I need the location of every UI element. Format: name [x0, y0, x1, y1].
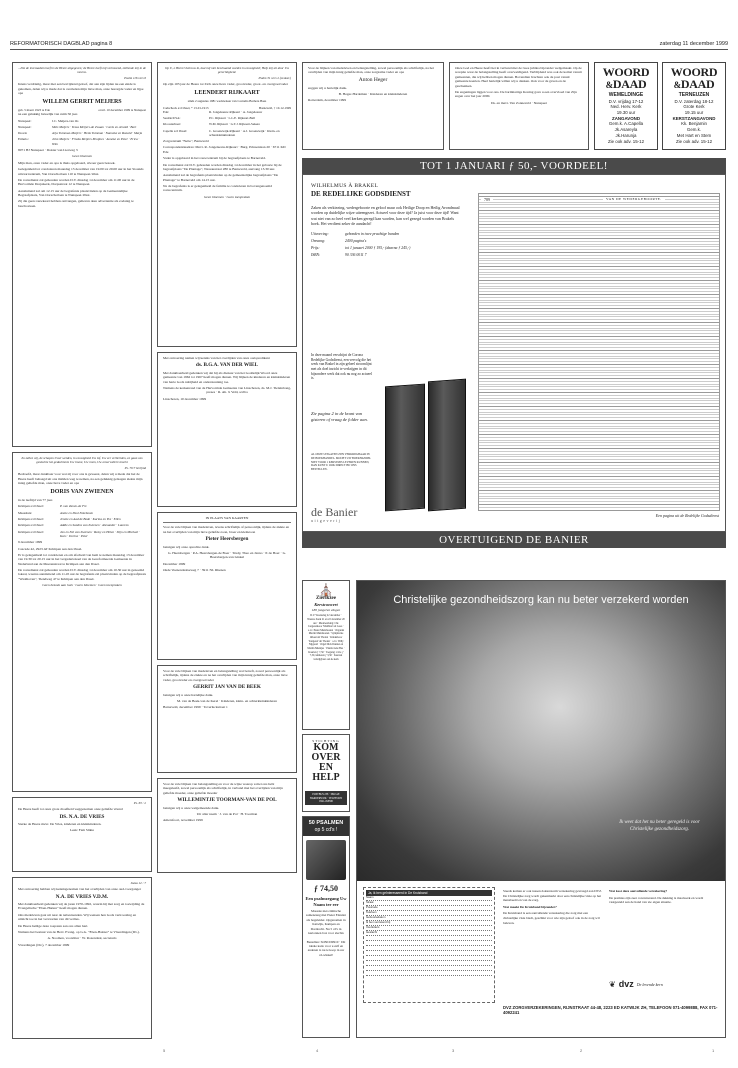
- woord-daad-ad-wemeldinge: [594, 62, 658, 150]
- family-row: Ede: R. Jongeleeuw-Rijkaart · A. Jongeleeuw: [163, 109, 263, 114]
- de-banier-logo: de Banier uitgeverij: [311, 505, 358, 523]
- cd-description: Massale niet-ritmische samenzang met Pieter Elander als begeleider. Opgenomen in Katwijk, Kampen en Dordrecht. Nu 5 cd's in kartonnen box voor slechts: [306, 908, 347, 936]
- obituary-meijers: [12, 62, 152, 447]
- quote-ref: Ps. 63 : 2: [133, 801, 146, 805]
- obituary-van-zwienen: [12, 452, 152, 792]
- spec-row: Uitvoering: gebonden in twee prachtige banden: [311, 231, 400, 236]
- coupon-postcode-field[interactable]: Postcode: [366, 906, 492, 911]
- deceased-name: ds. B.G.A. VAN DER WIEL: [196, 362, 258, 369]
- intro-text: Op zijn 103 jaar de Heere tot Zich onze lieve vader, grootvader, groot- en overgrootvader: [163, 82, 289, 87]
- event-detail: Jk.Asareyla: [614, 127, 638, 133]
- body-text: De Kruisband is een aanvullende verzekering die zorg met een christelijke visie biedt, geschikt voor wie zijn geloof ook in de zorg wil beleven.: [503, 911, 600, 925]
- subhead: Wat maakt De Kruisband bijzonder?: [503, 904, 557, 909]
- body-text: Met dankbaarheid gedenken wij de jaren 1970-1992, waarin hij met zorg en toewijding de Evangelische "Eben-Haëzer" heeft mogen dienen.: [18, 902, 145, 911]
- availability-note: AL ONZE UITGAVEN ZIJN VERKRIJGBAAR IN DE BOEKHANDEL. MOCHT UW BOEKHANDEL NIET VOOR 1 KERSTMIS LEVEREN KUNNEN, DAN KUNT U OOK DIRECT BIJ ONS BESTELLEN.: [311, 453, 371, 472]
- signature: A. Noomen, voorzitter · W. Rozendaal, secretaris: [47, 936, 117, 941]
- family-row: Nunspeet: Mels Meijers · Tessa Meijers-de Zwaan · Carla en Arnold · Bart: [18, 124, 137, 129]
- contact-bar: POSTBUS 238 · 3840 AE HARDERWIJK · TELEFOON 0341-458380: [305, 791, 347, 805]
- book-author: WILHELMUS À BRAKEL: [311, 183, 379, 189]
- cd-title: Een psalmzegang Uw Naam ter eer: [305, 896, 347, 907]
- book-page-sample: [478, 193, 720, 511]
- body-text: Aansluitend zal de begrafenis plaatsvinden op de gemeentelijke begraafplaats "De Plantage" te Barneveld om 14.15 uur.: [163, 173, 279, 182]
- dvz-leaf-icon: ❦: [609, 979, 616, 989]
- date: Barneveld, december 1999 · Toverluckstraat 1: [163, 705, 228, 710]
- event-location: TERNEUZEN: [678, 92, 710, 98]
- en-help-title: EN HELP: [312, 762, 340, 784]
- dvz-address: DVZ ZORGVERZEKERINGEN, RIJNSTRAAT 44-48, 2223 ED KATWIJK ZH, TELEFOON 071-4099888, FAX 071-4092241: [503, 1005, 718, 1016]
- body-text: Ons medeleven gaat uit naar de nabestaanden. Wij wensen hen Gods vertroosting en uitzicht toe in het vervaarlen van dit verlies.: [18, 912, 137, 922]
- sample-caption: Een pagina uit de Redelijke Godsdienst: [655, 513, 719, 518]
- event-detail: Gem.k. A.Capella: [608, 121, 644, 127]
- body-text: Na de begrafenis is er gelegenheid de familie te condoleren in bovengenoemd rouwcentrum.: [163, 184, 272, 193]
- concert-details: D.V. Woensdag 22 december · Nieuwe Kerk 21 en 22 december 20 uur · Medewerking: Chr. Jongerenkoor 'Matthias' uit Goes · o.l.v. Pieter Mietshoeien · Organist Martin Mietshoeien · Symphonie Orkest uit Tholen · Kinderkoor 'Zangerei' uit Tholen · o.l.v. Willy Nijgaard · Orgel Dick Dunnet en Martin Mientjes · Pianist Arie Bas · Kaarten ƒ 7,50 · Toegang: volw. ƒ 7,50, kinderen ƒ 3,50 · Kaarten verkrijgbaar aan de kerk: [307, 614, 345, 661]
- thanks-van-zonneveld: [449, 62, 589, 150]
- family-row: Maassluis: Annie en Paul Noteboom: [18, 510, 94, 515]
- intro-text: Voor de vele blijken van belangstelling en voor de wijze waarop u met ons hebt meegeleefd, zowel persoonlijk als schriftelijk, in verband met het overlijden van mijn geliefde moeder, onze geliefde moeder: [163, 782, 283, 795]
- event-time: 19.30 uur: [616, 109, 636, 115]
- body-text: Onze God en Heere heeft het in verband met de twee jubilea bijzonder welgemaakt. Op de receptie waar de belangstelling heeft overweldigend. Verblijdend was ook de komst vanuit gemeenten, die wij hebben mogen dienen. Bovendien brachten ook de post vanuit gemeente kaarten. Heel hartelijk willen wij u danken. Ook voor de gaven en de geschenken.: [455, 66, 582, 88]
- notice-van-der-wiel: [157, 352, 297, 507]
- family-row: Krimpen a/d IJssel: P. van Zanen-de Fre: [18, 504, 87, 509]
- subhead: Wat kost deze aanvullende verzekering?: [609, 889, 668, 893]
- family-row: Ermelo: John Meijers · Frieda Meijers-Bruijnes · Anneke en Peter · Erica · Wim: [18, 137, 140, 146]
- family-row: Seattle/USA: P.C. Rijkaart · L.L.E. Rijkaart-Bell: [163, 115, 256, 120]
- family-row: Krimpen a/d IJssel: Jennie en Aad de Bode · Karina en Yve · Ellen: [18, 517, 121, 522]
- header-left: REFORMATORISCH DAGBLAD pagina 8: [10, 41, 113, 47]
- event-detail: Gem.k.: [686, 127, 702, 133]
- quote-ref: Jozua 12 : 7: [130, 881, 146, 885]
- body-text: De Heere heilige deze roepaten aan ons allen hart.: [18, 923, 89, 928]
- signature: Namens de kerkenraad van de Hervormde Gemeente van Linschoten, ds. M.J. Tieleinbong, preses · R. Ah. 'n Veld, scriba: [163, 386, 291, 395]
- intro-text: Met ontroering hebben wij kennisgenomen van het overlijden van onze oud-voorganger: [18, 887, 141, 892]
- date: Rotterdam, december 1999: [308, 98, 347, 103]
- coupon-extra-field[interactable]: [366, 971, 492, 976]
- quote: Op U, o Heere! betrouw ik, laat mij niet beschaamd worden in eeuwigheid; Help mij uit door Uw gerechtigheid.: [164, 66, 290, 75]
- kerstconcert-ad: [302, 580, 350, 730]
- woord-daad-logo: WOORD &DAAD: [670, 65, 718, 91]
- quote: Zo zullen wij, de schapen Uwer weiden, in eeuwigheid Uw lof, Uw eer verbreiden, en gaan ons geslachte het gedachtenis Uw troost, Uw roem, Uw onverwelk're kracht: [21, 456, 143, 465]
- cd-order: Bestellen: SONCD9910 · Dit ideale kado voor u zelf en anderen is nu te koop in uw cd-winkel!: [306, 939, 346, 957]
- age-text: in de leeftijd van 77 jaar.: [18, 498, 53, 503]
- signature: M. van de Beek-van de Kerel · Kinderen, klein- en achterkleinkinderen: [177, 699, 277, 703]
- event-time: 19.15 uur: [684, 109, 704, 115]
- body-text: Met dankbaarheid gedenken wij dat hij als dienaar van het Goddelijk Woord onze gemeente van 1962 tot 1967 heeft mogen dienen. Wij blijken de kinderen en kleinkinderen van harte Gods nabijheid en ondersteuning toe.: [163, 370, 291, 384]
- deceased-name: DORIS VAN ZWIENEN: [50, 488, 114, 495]
- signature: Ds. en mevr. Van Zonneveld · Nunspeet: [491, 100, 547, 105]
- page-mark: 1: [712, 1048, 715, 1053]
- intro-text: Bedroefd, maar dankbaar voor wat zij voor ons is geweest, delen wij u mede dat het de Heere heeft behaagd uit ons midden weg te nemen, na een gelukkig gelaagen ziekte mijn innig geliefde man, onze lieve vader en opa: [18, 472, 143, 486]
- date: December 1999: [163, 561, 186, 566]
- deceased-name: DS. N.A. DE VRIES: [59, 813, 105, 820]
- woord-daad-ad-terneuzen: [662, 62, 726, 150]
- event-date: D.V. zaterdag 18-12: [674, 98, 714, 104]
- deceased-name: N.A. DE VRIES V.D.M.: [55, 893, 109, 900]
- zierikzee-icon: ⛪: [318, 583, 334, 597]
- body-text: De rouwdienst zal D.V. gehouden worden dinsdag 14 december in het gebouw bij de begraafplaats "De Plantage", Nassaustraat 280 te Barneveld, aanvang 13.30 uur.: [163, 162, 282, 171]
- coupon-insurer-field[interactable]: Ik ben verzekerd bij: [366, 921, 492, 926]
- coupon-street-field[interactable]: Straat: [366, 901, 492, 906]
- signature: Leek: Fam Slikte: [69, 828, 95, 833]
- body-text: betuigen wij u onze welgemeende dank.: [163, 805, 220, 810]
- coupon-initials-field[interactable]: Voorletters: [366, 926, 492, 931]
- coupon-phone-field[interactable]: Telefoon: [366, 911, 492, 916]
- event-note: Zie ook adv. 15-12: [607, 138, 645, 144]
- address: Oude Veenendaalseweg 7 · 3911 NL Rhenen: [163, 568, 226, 573]
- thanks-van-de-beek: [157, 665, 297, 773]
- birth: Cadschock a/d IJssel, * 13-01-1913: [163, 105, 209, 110]
- folder-note: Zie pagina 2 in de krant van gisteren of vraag de folder aan.: [311, 411, 368, 422]
- event-type: KERSTZANGAVOND: [672, 115, 716, 121]
- photo-quote: Ik weet dat het nu beter geregeld is voor Christelijke gezondheidszorg.: [619, 820, 700, 832]
- marriage-text: na een gelukkig huwelijk van ruim 50 jaar.: [18, 112, 78, 117]
- spec-row: Prijs: tot 1 januari 2000 ƒ 195,- (daarna ƒ 245,-): [311, 245, 411, 250]
- kom-over-title: KOM OVER: [311, 742, 341, 764]
- body-text: De zegeningen liggen voor ons. De barmhartige Koning gave u een overvloed van Zijn zegen over het jaar 2000.: [455, 89, 577, 99]
- page-header: [10, 40, 728, 50]
- family-row: Kloosterhaar: W.M. Rijkaart · G.T.J. Rijkaart-Sekere: [163, 122, 260, 127]
- coupon-form[interactable]: [363, 887, 495, 1003]
- book-volume-2: [428, 379, 466, 512]
- cd-box-image: [306, 840, 346, 880]
- intro-text: Voor de blijken van medeleven en belangstelling, zowel persoonlijk als schriftelijk, na het overlijden van mijn innig geliefde man, onze zorgzame vader en opa: [308, 66, 434, 75]
- intro-text: Voor de vele blijken van medeleven en belangstelling wat betreft, zowel persoonlijk als schriftelijk, tijdens de ziekte en na het overlijden van mijn innig geliefde man, onze lieve vader, grootvader en overgrootvader: [163, 669, 288, 682]
- body-text: Vader is opgebaard in het rouwcentrum bij de begraafplaats te Barneveld.: [163, 156, 266, 161]
- address: Zorgcentrum "Nebo", Barneveld: [163, 139, 209, 144]
- date: Linschoten, 10 december 1999: [163, 396, 207, 401]
- notice-ds-de-vries: [12, 797, 152, 872]
- signature: Uit aller naam · J. van de Pol · H. Toorman: [196, 812, 258, 816]
- kom-over-en-help-ad: [302, 734, 350, 812]
- address: Correspondentieadres: Mevr. R. Jongeleeuw-Rijkaart · Burg. Prinsenlaan 20 · 6711 KD Ede: [163, 145, 286, 154]
- body-text: De rouwdienst zal gehouden worden D.V. dinsdag 14 december om 10.30 uur in genoemd lokaal, waarna aansluitend om 11.45 uur de begrafenis zal plaatsvinden op de begraafplaats "Waalhoven", Tiendweg 47 te Krimpen aan den IJssel.: [18, 568, 146, 581]
- body-text: De rouwdienst zal gehouden worden D.V. dinsdag 14 december om 11.00 uur in de Hervormde Dorpskerk, Dorpsstraat 12 te Nunspeet.: [18, 177, 135, 187]
- body-text: betuigen wij u onze hartelijke dank.: [163, 692, 214, 697]
- town-name: Zierikzee: [316, 596, 336, 601]
- coupon-title: Ja, ik ben geïnteresseerd in De Kruisband: [366, 890, 492, 896]
- intro-text: Voor de vele blijken van medeleven, tevens schriftelijk of persoonlijk, tijdens de ziekte en na het overlijden van mijn lieve geliefde zoon, broer en kleinzoon: [163, 525, 289, 534]
- deceased-name: WILLEMINTJE TOORMAN-VAN DE POL: [177, 797, 277, 804]
- intro-text: Intens verdrietig, maar met een bevrijdend geloof, dat aan zijn lijden nu een einde is gekomen, delen wij u mede dat is overleden mijn lieve man, onze bezorgde vader en lijpe opa: [18, 82, 144, 96]
- deceased-name: GERRIT JAN VAN DE BEEK: [193, 684, 261, 691]
- event-location: WEMELDINGE: [608, 92, 644, 98]
- intro-text: De Heere heeft tot onze grote droefheid weggenomen onze geliefde vriend: [18, 807, 123, 812]
- dvz-insurance-ad: [356, 580, 726, 1038]
- quote: ...Die de levensadem heeft is de Heere uitgegeven; de Heere heeft mij verlossend, ziellende mij in de nevens.: [18, 66, 146, 75]
- thanks-heersbergen: [157, 512, 297, 660]
- wishes: Geen bezoek aan huis · Geen bloemen · Geen toespraken: [42, 583, 122, 588]
- promo-banner-top: TOT 1 JANUARI ƒ 50,- VOORDEEL!: [302, 158, 726, 174]
- quote-ref: Psalm 116 vers 6: [124, 76, 146, 81]
- event-detail: Met Hart en Stem: [676, 132, 712, 138]
- book-title: DE REDELIJKE GODSDIENST: [311, 190, 411, 199]
- event-venue: Grote Kerk: [683, 104, 705, 110]
- sample-page-number: 789: [481, 197, 493, 202]
- event-date: D.V. vrijdag 17-12: [608, 98, 644, 104]
- banier-promo: [302, 174, 726, 532]
- death: Barneveld, † 10-12-1999: [259, 105, 291, 110]
- spec-row: ISBN: 90 336 0011 7: [311, 252, 367, 257]
- date: Amersfoort, november 1999: [163, 818, 203, 823]
- cd-price: ƒ 74,50: [314, 884, 338, 894]
- body-text: Aansluitend zal om 12.15 uur de begrafenis plaatsvinden op de Gemeentelijke Begraafplaats, Van Oorschotlaan te Nunspeet-West.: [18, 188, 128, 198]
- psalmen-header: 50 PSALMEN op 5 cd's !: [303, 817, 349, 836]
- event-detail: Jk.Harunja: [615, 132, 637, 138]
- obituary-rijkaart: [157, 62, 297, 347]
- signature: B. Heger-Hardeman · Kinderen en kleinkinderen: [338, 92, 408, 96]
- wishes: Geen bloemen · Geen toespraken: [203, 194, 251, 199]
- family-row: Krimpen a/d IJssel: Jan en Nel van Zwienen · Remy en Helen · Stijn en Michael · Kees · Dorine · Peter: [18, 529, 140, 538]
- thanks-heger: [302, 62, 444, 150]
- dvz-logo: ❦ dvz De levende kern: [609, 979, 663, 989]
- body-text: Namens het bestuur van de Herv. Evang. op G.G. "Eben-Haëzer" te Vlaardingen (Dv.).: [18, 929, 140, 934]
- foundation-label: STICHTING: [312, 739, 340, 743]
- page-mark: 3: [452, 1048, 455, 1053]
- body-text: Er is gelegenheid tot condoleren en om afscheid van hem te nemen maandag 13 december van 19.30 tot 20.15 uur in het vergadertokaal van de Gereformeerde Gemeente in Nederland aan de Meerenstraat te Krimpen aan den IJssel.: [18, 552, 145, 566]
- body-text: Mijn man, onze vader en opa is thuis opgebaard, alwaar geen bezoek.: [18, 160, 116, 165]
- event-detail: Kk. Benjamin: [681, 121, 707, 127]
- coupon-gender-field[interactable]: Geslacht: [366, 931, 492, 936]
- body-text: Steeds komen er ook tussen doktersterm verzekering gevraagd aan DVZ. De Christelijke zorg wordt gekenmerkt door een christelijke visie op het mensbeeld en van de zorg.: [503, 889, 603, 903]
- woman-portrait-photo: [357, 581, 725, 881]
- concert-title: Kerstconcert: [314, 602, 338, 608]
- body-text: betuigen wij onze oprechte dank.: [163, 544, 210, 549]
- family-row: Doorn: Arja Tuinman-Meijers · Henk Tuinman · Nanneke en Ronald · Marja: [18, 131, 143, 136]
- date: 9 december 1999: [18, 540, 43, 545]
- body-text: De premies zijn zeer concurrerend. De dekking is maatwerk en wordt vastgesteld aan de hand van uw eigen situatie.: [609, 895, 704, 905]
- subtitle: sinds 2 augustus 1981 weduwnaar van Cornelia Barbera Baas: [187, 99, 267, 104]
- thanks-toorman: [157, 778, 297, 873]
- birth: geb. 5 maart 1923 te Ede: [18, 108, 50, 113]
- book-volume-1: [385, 384, 425, 512]
- body-text: Gelegenheid tot condoleren maandag 13 december van 19.00 tot 20.00 uur in het Stounds uitvaartcentrum, Van Oorschotlaan 110 te Nunspeet-West.: [18, 167, 144, 176]
- deceased-name: Pieter Heersbergen: [205, 536, 249, 543]
- spec-row: Omvang: 2400 pagina's: [311, 238, 367, 243]
- address: Cascade 42, 2923 AT Krimpen aan den IJssel.: [18, 546, 83, 551]
- quote-ref: Ps. 79:7 berijmd: [124, 466, 146, 471]
- event-note: Zie ook adv. 15-12: [675, 138, 713, 144]
- family-row: Krimpen a/d IJssel: Addie en Sandra van Zwienen · Alexander · Laurens: [18, 523, 129, 528]
- concert-sub: 180 jongeren zingen: [311, 607, 341, 612]
- family-row: Nunspeet: J.C. Meijers-van Os: [18, 118, 79, 123]
- quote-ref: Psalm 31 vers 2 (ovoker.): [258, 76, 291, 81]
- wishes: Geen bloemen: [71, 154, 93, 159]
- woord-daad-logo: WOORD &DAAD: [602, 65, 650, 91]
- death: overl. 10 december 1999 te Nunspeet: [98, 108, 146, 113]
- header-date: zaterdag 11 december 1999: [659, 41, 728, 47]
- sample-page-head: VAN DE WEDERGEBOORTE.: [603, 197, 665, 201]
- notice-de-vries-vdm: [12, 877, 152, 1039]
- coupon-name-field[interactable]: Naam: [366, 896, 492, 901]
- signature: G. Heersbergen · P.A. Heersbergen-de Boer · Trudy, Theo en Janno · P. de Boer · G. Heersbergen-van Ginkel: [168, 551, 286, 560]
- page-mark: 4: [316, 1048, 319, 1053]
- page-mark: 2: [580, 1048, 583, 1053]
- promo-banner-bottom: OVERTUIGEND DE BANIER: [302, 532, 726, 548]
- deceased-name: LEENDERT RIJKAART: [194, 89, 260, 96]
- family-row: Capelle a/d IJssel: C. Groenewijk-Rijkaart · A.J. Groenewijk · Klein- en achterkleinkinderen: [163, 128, 280, 137]
- book-description-2: In deze maand verschijnt de Corona Redelijke Godsdienst, een vervolg die het werk van Brakel in zijn geheel stroomlijnt met als doel inzicht te verkrijgen in dit bijzondere werk dat ook nu nog zo actueel is.: [311, 353, 372, 381]
- psalmen-cd-ad: [302, 816, 350, 1038]
- deceased-name: WILLEM GERRIT MEIJERS: [42, 98, 122, 105]
- event-venue: Ned. Herv. Kerk: [610, 104, 642, 110]
- book-description: Zaken als verkiezing, wedergeboorte en geloof maar ook Heilige Doop en Heilig Avondmaal worden op duidelijke wijze uiteengezet. Actueel voor deze tijd? Ja juist voor deze tijd! Want wat niet van zo heel veel kerken geregd kan worden, kan wel gezegd worden van Brakels boek. Het verdient zeker de aandacht!: [311, 205, 460, 226]
- deceased-name: Anton Heger: [358, 76, 388, 83]
- date: Vlaardingen (Dv.), 7 december 1999: [18, 942, 70, 947]
- body-text: Zij die geen rouwkaart hebben ontvangen, gelieven deze advertentie als zodanig te beschouwen.: [18, 199, 134, 208]
- coupon-birthdate-field[interactable]: Geboortedatum: [366, 916, 492, 921]
- dvz-headline: Christelijke gezondheidszorg kan nu beter verzekerd worden: [393, 594, 689, 606]
- page-mark: 5: [163, 1048, 166, 1053]
- address: 8071 HJ Nunspeet · Dokter van Lierweg 3: [18, 148, 78, 153]
- intro-text: Met ontroering namen wij kennis van het overlijden van onze oud-predikant: [163, 356, 270, 360]
- notice-title: IN PLAATS VAN KAARTEN: [163, 516, 291, 523]
- body-text: zeggen wij u hartelijk dank.: [308, 85, 347, 90]
- body-text: Sterke de Heere mevr. De Vries, kinderen en kleinkinderen.: [18, 822, 102, 827]
- event-type: ZANGAVOND: [612, 115, 640, 121]
